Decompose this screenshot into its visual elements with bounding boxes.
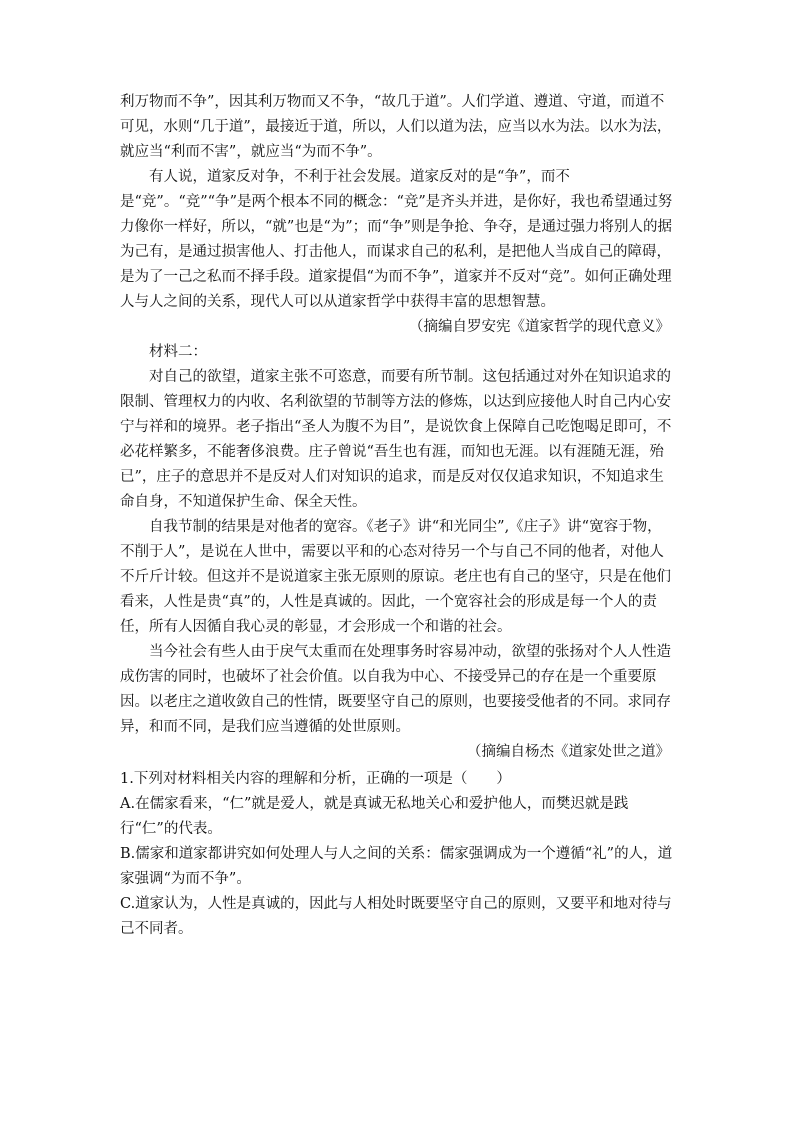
passage1-continued-paragraph: 利万物而不争”，因其利万物而又不争，“故几于道”。人们学道、遵道、守道，而道不可见，水则“几于道”，最接近于道，所以，人们以道为法，应当以水为法。以水为法，就应当“利而不害”，就应当“为而不争”。 xyxy=(120,94,672,160)
passage2-paragraph-society: 当今社会有些人由于戾气太重而在处理事务时容易冲动，欲望的张扬对个人人性造成伤害的同时，也破坏了社会价值。以自我为中心、不接受异己的存在是一个重要原因。以老庄之道收敛自己的性情，既要坚守自己的原则，也要接受他者的不同。求同存异，和而不同，是我们应当遵循的处世原则。 xyxy=(120,644,671,735)
question-stem: 1.下列对材料相关内容的理解和分析，正确的一项是（ ） xyxy=(120,771,511,787)
passage1-source: （摘编自罗安宪《道家哲学的现代意义》 xyxy=(409,319,670,335)
material-two-heading: 材料二： xyxy=(149,344,207,360)
option-b: B.儒家和道家都讲究如何处理人与人之间的关系：儒家强调成为一个遵循“礼”的人，道家强调“为而不争”。 xyxy=(120,846,673,887)
option-a: A.在儒家看来，“仁”就是爱人，就是真诚无私地关心和爱护他人，而樊迟就是践行“仁”的代表。 xyxy=(120,796,629,837)
passage1-paragraph-compete: 有人说，道家反对争，不利于社会发展。道家反对的是“争”，而不是“竞”。“竞”“争”是两个根本不同的概念：“竞”是齐头并进，是你好，我也希望通过努力像你一样好，所以，“就”也是“为”；而“争”则是争抢、争夺，是通过强力将别人的据为己有，是通过损害他人、打击他人，而谋求自己的私利，是把他人当成自己的障碍，是为了一己之私而不择手段。道家提倡“为而不争”，道家并不反对“竞”。如何正确处理人与人之间的关系，现代人可以从道家哲学中获得丰富的思想智慧。 xyxy=(120,169,673,310)
passage2-paragraph-desire: 对自己的欲望，道家主张不可恣意，而要有所节制。这包括通过对外在知识追求的限制、管理权力的内收、名利欲望的节制等方法的修炼，以达到应接他人时自己内心安宁与祥和的境界。老子指出“圣人为腹不为目”，是说饮食上保障自己吃饱喝足即可，不必花样繁多，不能奢侈浪费。庄子曾说“吾生也有涯，而知也无涯。以有涯随无涯，殆已”，庄子的意思并不是反对人们对知识的追求，而是反对仅仅追求知识，不知追求生命自身，不知道保护生命、保全天性。 xyxy=(120,369,672,510)
passage2-source: （摘编自杨杰《道家处世之道》 xyxy=(467,744,670,760)
passage2-paragraph-tolerance: 自我节制的结果是对他者的宽容。《老子》讲“和光同尘”,《庄子》讲“宽容于物，不削于人”，是说在人世中，需要以平和的心态对待另一个与自己不同的他者，对他人不斤斤计较。但这并不是说道家主张无原则的原谅。老庄也有自己的坚守，只是在他们看来，人性是贵“真”的，人性是真诚的。因此，一个宽容社会的形成是每一个人的责任，所有人因循自我心灵的彰显，才会形成一个和谐的社会。 xyxy=(120,519,671,635)
option-c: C.道家认为，人性是真诚的，因此与人相处时既要坚守自己的原则，又要平和地对待与己不同者。 xyxy=(120,896,672,937)
